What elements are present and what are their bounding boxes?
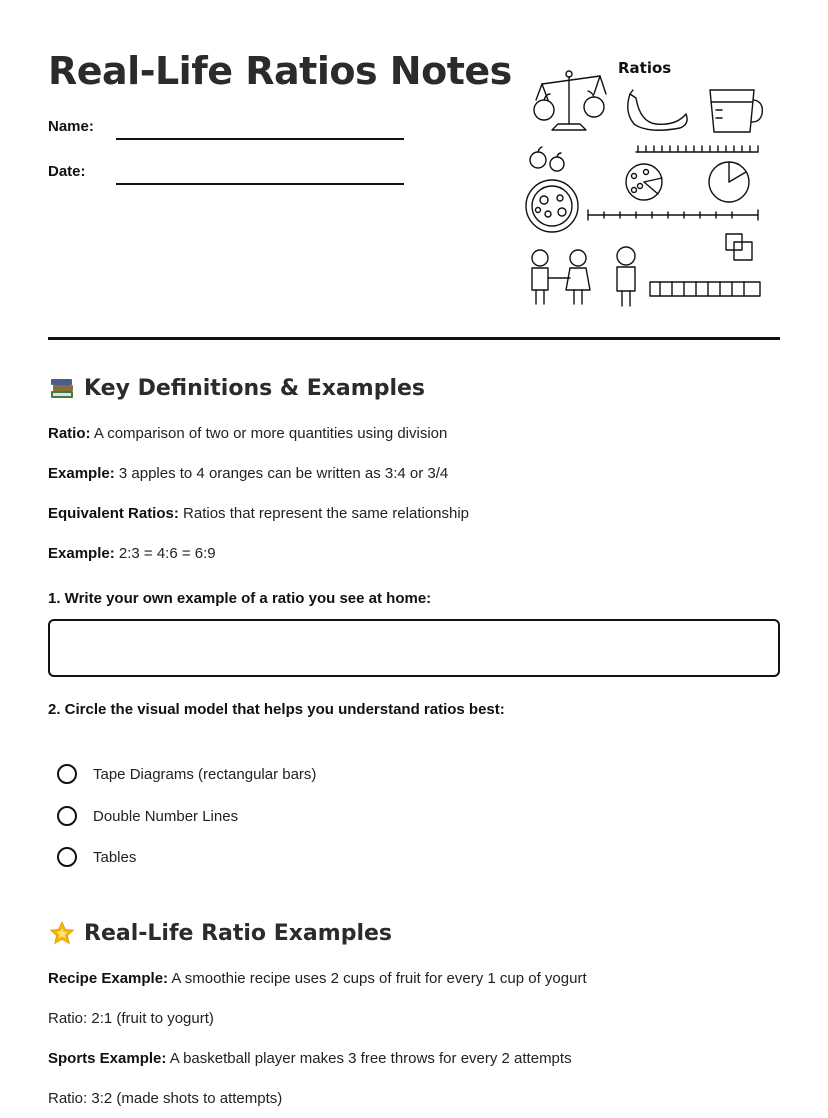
real-life-heading [48, 919, 392, 949]
section-divider [48, 337, 780, 340]
question-2: 2. Circle the visual model that helps you understand ratios best: [48, 701, 505, 718]
long-number-line-icon [588, 210, 758, 220]
balance-scale-icon [534, 71, 606, 130]
glowing-star-icon [48, 920, 76, 948]
tape-measure-icon [650, 282, 760, 296]
option-double-number-lines[interactable] [57, 803, 238, 829]
option-label: Double Number Lines [93, 807, 239, 825]
radio-circle[interactable] [57, 847, 77, 867]
option-tape-diagrams[interactable] [57, 761, 316, 787]
radio-circle[interactable] [57, 806, 77, 826]
sports-ratio: Ratio: 3:2 (made shots to attempts) [48, 1090, 283, 1107]
apples-icon [530, 147, 564, 171]
question-1: 1. Write your own example of a ratio you see at home: [48, 590, 432, 607]
real-life-heading-text: Real-Life Ratio Examples [84, 921, 392, 946]
measuring-cup-icon [710, 90, 762, 132]
answer-box[interactable] [48, 619, 780, 677]
option-label: Tables [93, 848, 137, 866]
recipe-example: Recipe Example: A smoothie recipe uses 2 cups of fruit for every 1 cup of yogurt [48, 970, 587, 987]
option-label: Tape Diagrams (rectangular bars) [93, 765, 317, 783]
option-tables[interactable] [57, 844, 136, 870]
clipart-title: Ratios [618, 59, 672, 77]
recipe-ratio: Ratio: 2:1 (fruit to yogurt) [48, 1010, 214, 1027]
top-number-line-icon [636, 146, 758, 152]
pizza-icon [526, 180, 578, 232]
ratios-clipart [522, 52, 770, 314]
key-definitions-heading-text: Key Definitions & Examples [84, 376, 425, 401]
sliced-pie-icon [709, 162, 749, 202]
example-equivalent-ratios: Example: 2:3 = 4:6 = 6:9 [48, 545, 216, 562]
pie-chart-icon [626, 164, 662, 200]
definition-ratio: Ratio: A comparison of two or more quantities using division [48, 425, 448, 442]
key-definitions-heading [48, 374, 425, 404]
date-label: Date: [48, 163, 86, 180]
page-title: Real-Life Ratios Notes [48, 49, 512, 93]
radio-circle[interactable] [57, 764, 77, 784]
sticky-notes-icon [726, 234, 752, 260]
example-ratio: Example: 3 apples to 4 oranges can be written as 3:4 or 3/4 [48, 465, 449, 482]
name-field[interactable] [116, 138, 404, 140]
definition-equivalent-ratios: Equivalent Ratios: Ratios that represent the same relationship [48, 505, 470, 522]
books-icon [48, 375, 76, 403]
banana-icon [628, 90, 687, 130]
name-label: Name: [48, 118, 94, 135]
sports-example: Sports Example: A basketball player makes 3 free throws for every 2 attempts [48, 1050, 572, 1067]
date-field[interactable] [116, 183, 404, 185]
children-icon [532, 247, 635, 306]
